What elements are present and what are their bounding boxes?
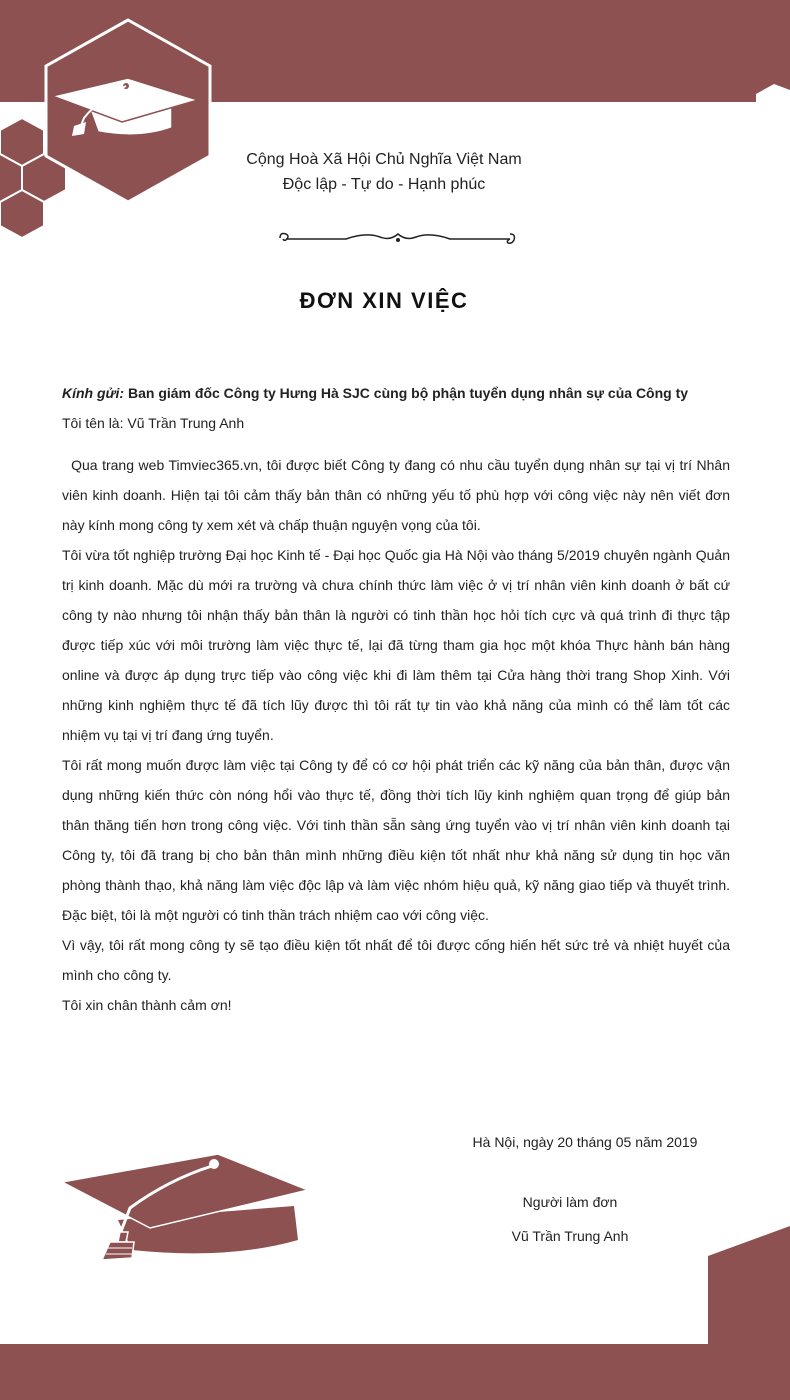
- signer-name: Vũ Trần Trung Anh: [511, 1228, 629, 1244]
- recipient-line: [62, 378, 730, 408]
- header-hexagon-decoration: [0, 0, 240, 250]
- footer-band: [0, 1344, 790, 1400]
- paragraph: Tôi rất mong muốn được làm việc tại Công ty để có cơ hội phát triển các kỹ năng của bản thân, được vận dụng những kiến thức còn nóng hổi vào thực tế, đồng thời tích lũy kinh nghiệm quan trọng để giúp bản thân thăng tiến hơn trong công việc. Với tinh thần sẵn sàng ứng tuyển vào vị trí nhân viên kinh doanh tại Công ty, tôi đã trang bị cho bản thân mình những điều kiện tốt nhất như khả năng sử dụng tin học văn phòng thành thạo, khả năng làm việc độc lập và làm việc nhóm hiệu quả, kỹ năng giao tiếp và thuyết trình. Đặc biệt, tôi là một người có tinh thần trách nhiệm cao với công việc.: [62, 757, 730, 923]
- paragraph: Vì vậy, tôi rất mong công ty sẽ tạo điều kiện tốt nhất để tôi được cống hiến hết sức trẻ và nhiệt huyết của mình cho công ty.: [62, 937, 730, 983]
- paragraph: Tôi vừa tốt nghiệp trường Đại học Kinh tế - Đại học Quốc gia Hà Nội vào tháng 5/2019 chuyên ngành Quản trị kinh doanh. Mặc dù mới ra trường và chưa chính thức làm việc ở vị trí nhân viên kinh doanh ở bất cứ công ty nào nhưng tôi nhận thấy bản thân là người có tinh thần học hỏi tích cực và quá trình đi thực tập được tiếp xúc với môi trường làm việc thực tế, lại đã từng tham gia học một khóa Thực hành bán hàng online và được áp dụng trực tiếp vào công việc khi đi làm thêm tại Cửa hàng thời trang Shop Xinh. Với những kinh nghiệm thực tế đã tích lũy được thì tôi rất tự tin vào khả năng của mình có thể làm tốt các nhiệm vụ tại vị trí đang ứng tuyển.: [62, 547, 730, 743]
- spacer: [62, 438, 730, 450]
- paragraph: Qua trang web Timviec365.vn, tôi được biết Công ty đang có nhu cầu tuyển dụng nhân sự tại vị trí Nhân viên kinh doanh. Hiện tại tôi cảm thấy bản thân có những yếu tố phù hợp với công việc này nên viết đơn này kính mong công ty xem xét và chấp thuận nguyện vọng của tôi.: [62, 457, 734, 533]
- recipient-text: Ban giám đốc Công ty Hưng Hà SJC cùng bộ phận tuyển dụng nhân sự của Công ty: [124, 385, 689, 401]
- letter-body: [62, 378, 734, 1020]
- applicant-intro: Tôi tên là: Vũ Trần Trung Anh: [62, 415, 245, 431]
- ornament-divider: [276, 228, 520, 248]
- place-date: Hà Nội, ngày 20 tháng 05 năm 2019: [472, 1134, 698, 1150]
- corner-notch-decoration: [750, 80, 790, 104]
- document-title: ĐƠN XIN VIỆC: [299, 288, 469, 313]
- graduation-cap-icon: [58, 1150, 328, 1270]
- national-motto: Cộng Hoà Xã Hội Chủ Nghĩa Việt Nam: [246, 151, 522, 168]
- corner-decoration: [700, 1226, 790, 1346]
- recipient-label: Kính gửi:: [62, 385, 125, 401]
- signer-label: Người làm đơn: [522, 1194, 618, 1210]
- national-slogan: Độc lập - Tự do - Hạnh phúc: [282, 176, 486, 193]
- closing-line: Tôi xin chân thành cảm ơn!: [62, 997, 232, 1013]
